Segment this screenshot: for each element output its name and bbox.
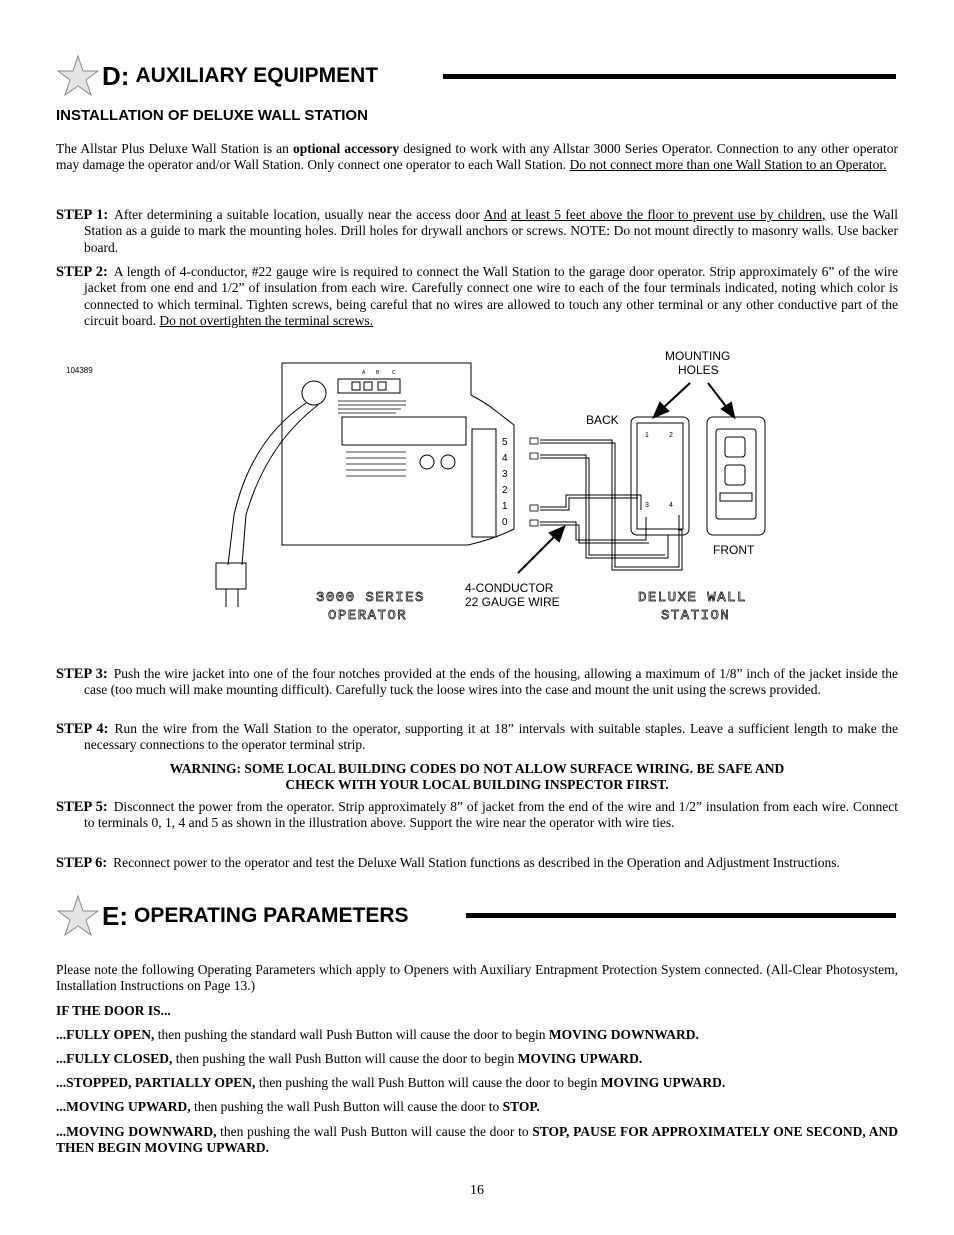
wall-station-front xyxy=(707,417,765,535)
step-text: Reconnect power to the operator and test the Deluxe Wall Station functions as described in the Operation and Adjustment Instructions. xyxy=(113,855,840,870)
if-door-heading: IF THE DOOR IS... xyxy=(56,1003,171,1018)
intro-paragraph xyxy=(56,141,898,174)
label-holes: HOLES xyxy=(678,363,719,377)
terminal-2: 2 xyxy=(502,485,508,496)
condition-text: then pushing the wall Push Button will cause the door to xyxy=(190,1099,503,1114)
condition-state: ...STOPPED, PARTIALLY OPEN, xyxy=(56,1075,256,1090)
terminal-5: 5 xyxy=(502,437,508,448)
step-4 xyxy=(56,721,898,754)
power-cord xyxy=(216,381,326,607)
star-icon xyxy=(56,54,100,98)
terminal-connectors xyxy=(530,438,538,526)
step-label: STEP 5: xyxy=(56,799,108,815)
warning-line-1: WARNING: SOME LOCAL BUILDING CODES DO NOT ALLOW SURFACE WIRING. BE SAFE AND xyxy=(169,761,785,776)
step-label: STEP 4: xyxy=(56,721,109,737)
terminal-3: 3 xyxy=(502,469,508,480)
step-2 xyxy=(56,264,898,329)
step-text: Run the wire from the Wall Station to the operator, supporting it at 18” intervals with suitable staples. Leave a sufficient length to make the necessary connections to the operator terminal strip. xyxy=(84,721,898,753)
step-underlined: And xyxy=(483,207,507,222)
section-title: OPERATING PARAMETERS xyxy=(134,904,409,927)
condition-text: then pushing the wall Push Button will cause the door to begin xyxy=(172,1051,518,1066)
condition-result: MOVING UPWARD. xyxy=(600,1075,726,1090)
intro-text: The Allstar Plus Deluxe Wall Station is an xyxy=(56,141,294,156)
label-station-2: STATION xyxy=(661,608,731,624)
label-c: C xyxy=(392,370,396,376)
step-3 xyxy=(56,666,898,699)
subheading: INSTALLATION OF DELUXE WALL STATION xyxy=(56,107,368,124)
label-front: FRONT xyxy=(713,543,755,557)
page-number: 16 xyxy=(470,1183,484,1198)
condition-item xyxy=(56,1051,898,1067)
warning xyxy=(56,761,898,794)
part-number: 104389 xyxy=(66,366,93,375)
intro-underlined: Do not connect more than one Wall Station to an Operator. xyxy=(569,157,887,173)
section-title: AUXILIARY EQUIPMENT xyxy=(135,64,379,87)
label-a: A xyxy=(362,370,366,376)
section-rule xyxy=(443,74,896,79)
terminal-4: 4 xyxy=(502,453,508,464)
step-label: STEP 2: xyxy=(56,264,108,280)
step-label: STEP 6: xyxy=(56,855,108,871)
abc-labels xyxy=(362,370,396,376)
step-text: use the Wall Station as a guide to mark the mounting holes. Drill holes for drywall anchors or screws. NOTE: Do not mount directly to masonry walls. Use backer board. xyxy=(84,207,898,255)
step-text: Disconnect the power from the operator. Strip approximately 8” of jacket from the end of the wire and 1/2” insulation from each wire. Connect to terminals 0, 1, 4 and 5 as shown in the illustration above. Support the wire near the operator with wire ties. xyxy=(84,799,899,831)
step-1 xyxy=(56,207,898,256)
params-intro: Please note the following Operating Parameters which apply to Openers with Auxiliary Entrapment Protection System connected. (All-Clear Photosystem, Installation Instructions on Page 13.) xyxy=(56,962,898,994)
section-rule xyxy=(466,913,896,918)
label-b: B xyxy=(376,370,380,376)
step-5 xyxy=(56,799,898,832)
step-6 xyxy=(56,855,898,871)
station-term-2: 2 xyxy=(669,432,673,439)
label-operator-1: 3000 SERIES xyxy=(316,590,425,606)
section-letter: E: xyxy=(102,900,128,931)
condition-state: ...FULLY OPEN, xyxy=(56,1027,155,1042)
condition-text: then pushing the standard wall Push Button will cause the door to begin xyxy=(154,1027,549,1042)
condition-state: ...MOVING UPWARD, xyxy=(56,1099,191,1114)
condition-result: STOP, PAUSE FOR APPROXIMATELY ONE SECOND, AND THEN BEGIN MOVING UPWARD. xyxy=(56,1124,898,1156)
wire-arrow xyxy=(518,527,564,573)
label-station-1: DELUXE WALL xyxy=(638,590,747,606)
terminal-0: 0 xyxy=(502,517,508,528)
operator-text-marks xyxy=(338,401,406,476)
condition-item xyxy=(56,1124,898,1157)
station-terminal-numbers xyxy=(645,432,673,509)
condition-item xyxy=(56,1075,898,1091)
operator-housing xyxy=(282,363,514,545)
star-icon xyxy=(56,894,100,938)
condition-state: ...FULLY CLOSED, xyxy=(56,1051,173,1066)
station-term-4: 4 xyxy=(669,502,673,509)
label-mounting-holes: MOUNTING xyxy=(665,349,731,363)
step-text: After determining a suitable location, usually near the access door xyxy=(114,207,484,222)
section-e-header xyxy=(56,894,409,938)
station-term-3: 3 xyxy=(645,502,649,509)
condition-result: MOVING DOWNWARD. xyxy=(548,1027,699,1042)
step-text: A length of 4-conductor, #22 gauge wire is required to connect the Wall Station to the garage door operator. Strip approximately 6” of the wire jacket from one end and 1/2” of insulation from each wire. Carefully connect one wire to each of the four terminals indicated, noting which color is connected to which terminal. Tighten screws, being careful that no wires are allowed to touch any other terminal or any other conductive part of the circuit board. xyxy=(84,264,898,328)
condition-result: STOP. xyxy=(502,1099,540,1114)
step-underlined: at least 5 feet above the floor to prevent use by children, xyxy=(511,207,826,222)
condition-state: ...MOVING DOWNWARD, xyxy=(56,1124,217,1139)
step-label: STEP 3: xyxy=(56,666,108,682)
condition-item xyxy=(56,1027,898,1043)
label-wire-2: 22 GAUGE WIRE xyxy=(465,595,560,609)
step-text: Push the wire jacket into one of the four notches provided at the ends of the housing, allowing a maximum of 1/8” inch of the jacket inside the case (too much will make mounting difficult). Carefully tuck the loose wires into the case and mount the unit using the screws provided. xyxy=(84,666,899,698)
label-back: BACK xyxy=(586,413,619,427)
station-term-1: 1 xyxy=(645,432,649,439)
condition-result: MOVING UPWARD. xyxy=(517,1051,643,1066)
wires xyxy=(540,440,682,570)
section-letter: D: xyxy=(102,60,130,91)
intro-text: designed to work with any Allstar 3000 Series Operator. Connection to any other operator may damage the operator and/or Wall Station. Only connect one operator to each Wall Station. xyxy=(56,141,898,173)
label-operator-2: OPERATOR xyxy=(328,608,408,624)
step-underlined: Do not overtighten the terminal screws. xyxy=(159,312,374,328)
intro-bold: optional accessory xyxy=(293,141,400,156)
terminal-1: 1 xyxy=(502,501,508,512)
wall-station-back xyxy=(631,417,689,535)
label-wire-1: 4-CONDUCTOR xyxy=(465,581,554,595)
terminal-numbers xyxy=(502,437,508,528)
wiring-diagram xyxy=(56,345,898,635)
warning-line-2: CHECK WITH YOUR LOCAL BUILDING INSPECTOR FIRST. xyxy=(285,777,669,793)
condition-text: then pushing the wall Push Button will cause the door to xyxy=(216,1124,533,1139)
condition-text: then pushing the wall Push Button will cause the door to begin xyxy=(255,1075,601,1090)
condition-item xyxy=(56,1099,898,1115)
section-d-header xyxy=(56,54,378,98)
mounting-arrows xyxy=(654,383,734,417)
step-label: STEP 1: xyxy=(56,207,109,223)
